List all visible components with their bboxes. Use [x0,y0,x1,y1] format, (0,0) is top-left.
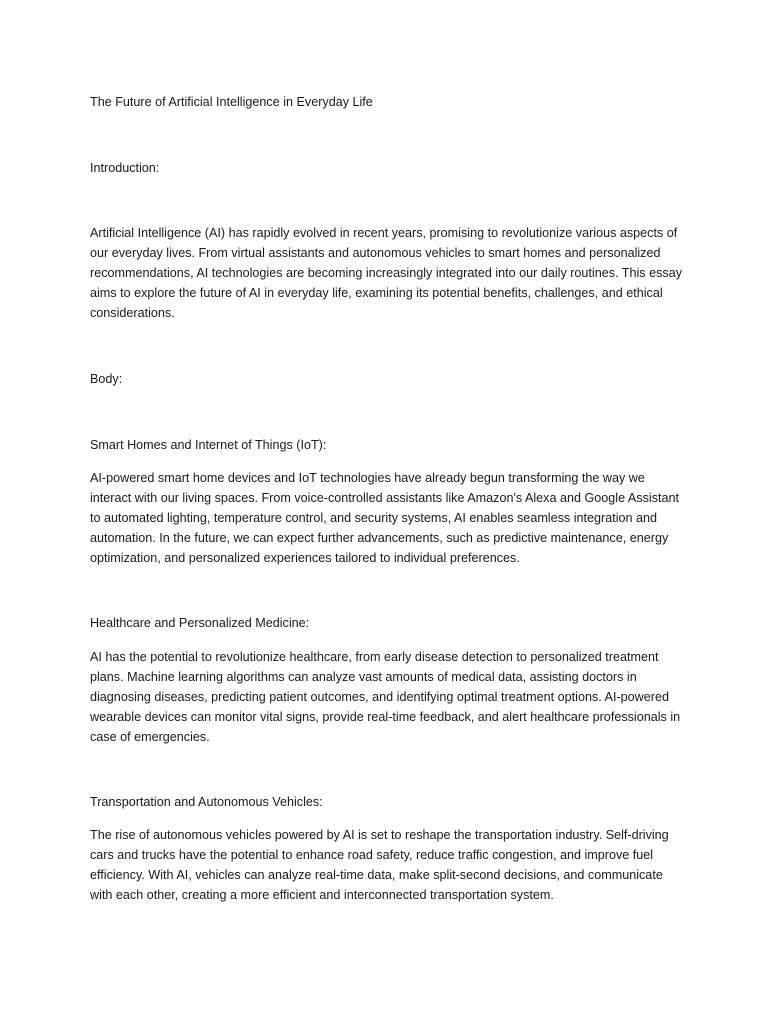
introduction-heading: Introduction: [90,161,160,175]
section-heading-smart-homes: Smart Homes and Internet of Things (IoT): [90,438,327,452]
introduction-paragraph: Artificial Intelligence (AI) has rapidly evolved in recent years, promising to revolutionize various aspects of our everyday lives. From virtual assistants and autonomous vehicles to smart homes and personalized recommendations, AI technologies are becoming increasingly integrated into our daily routines. This essay aims to explore the future of AI in everyday life, examining its potential benefits, challenges, and ethical considerations. [90,226,682,320]
body-heading: Body: [90,372,123,386]
section-heading-transportation: Transportation and Autonomous Vehicles: [90,795,323,809]
section-heading-healthcare: Healthcare and Personalized Medicine: [90,616,310,630]
document-title: The Future of Artificial Intelligence in Everyday Life [90,95,373,109]
section-paragraph-transportation: The rise of autonomous vehicles powered by AI is set to reshape the transportation industry. Self-driving cars and trucks have the potential to enhance road safety, reduce traffic congestion, and improve fuel efficiency. With AI, vehicles can analyze real-time data, make split-second decisions, and communicate with each other, creating a more efficient and interconnected transportation system. [90,828,669,902]
section-paragraph-smart-homes: AI-powered smart home devices and IoT technologies have already begun transforming the way we interact with our living spaces. From voice-controlled assistants like Amazon's Alexa and Google Assistant to automated lighting, temperature control, and security systems, AI enables seamless integration and automation. In the future, we can expect further advancements, such as predictive maintenance, energy optimization, and personalized experiences tailored to individual preferences. [90,471,679,565]
section-paragraph-healthcare: AI has the potential to revolutionize healthcare, from early disease detection to personalized treatment plans. Machine learning algorithms can analyze vast amounts of medical data, assisting doctors in diagnosing diseases, predicting patient outcomes, and identifying optimal treatment options. AI-powered wearable devices can monitor vital signs, provide real-time feedback, and alert healthcare professionals in case of emergencies. [90,650,681,744]
document-page [90,0,690,1024]
